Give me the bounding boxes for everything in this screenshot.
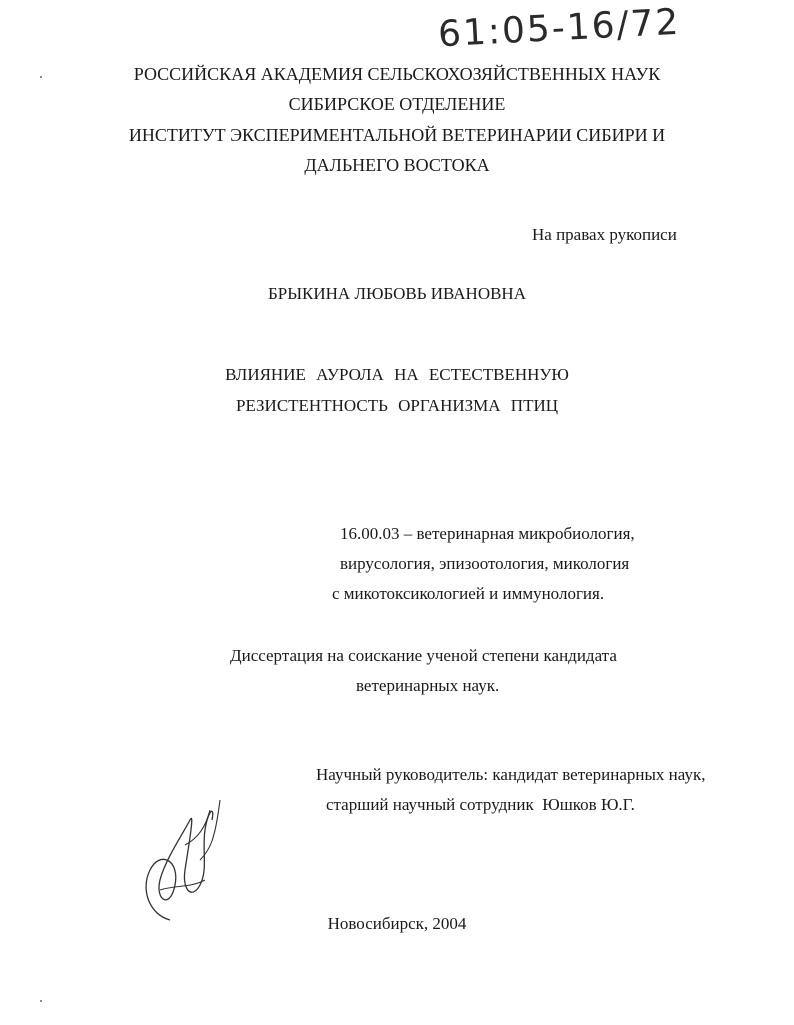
scan-speck: [40, 1000, 42, 1002]
header-line-academy: РОССИЙСКАЯ АКАДЕМИЯ СЕЛЬСКОХОЗЯЙСТВЕННЫХ НАУК: [133, 64, 661, 84]
specialty-line-3: с микотоксикологией и иммунология.: [332, 584, 605, 603]
specialty-line-2: вирусология, эпизоотология, микология: [340, 554, 630, 573]
header-line-branch: СИБИРСКОЕ ОТДЕЛЕНИЕ: [288, 94, 506, 114]
dissertation-line-2: ветеринарных наук.: [356, 676, 500, 695]
title-line-2: РЕЗИСТЕНТНОСТЬ ОРГАНИЗМА ПТИЦ: [235, 396, 559, 415]
scan-speck: [40, 76, 42, 78]
supervisor-line-2: старший научный сотрудник Юшков Ю.Г.: [326, 795, 635, 814]
city-year: Новосибирск, 2004: [327, 914, 467, 933]
dissertation-line-1: Диссертация на соискание ученой степени кандидата: [230, 646, 617, 665]
header-line-institute: ИНСТИТУТ ЭКСПЕРИМЕНТАЛЬНОЙ ВЕТЕРИНАРИИ СИБИРИ И: [128, 125, 666, 145]
author-name: БРЫКИНА ЛЮБОВЬ ИВАНОВНА: [267, 284, 526, 303]
supervisor-line-1: Научный руководитель: кандидат ветеринарных наук,: [316, 765, 706, 784]
handwritten-archive-number: 61:05-16/72: [437, 1, 682, 56]
specialty-line-1: 16.00.03 – ветеринарная микробиология,: [340, 524, 635, 543]
title-line-1: ВЛИЯНИЕ АУРОЛА НА ЕСТЕСТВЕННУЮ: [225, 365, 569, 384]
rights-note: На правах рукописи: [532, 225, 677, 244]
header-line-region: ДАЛЬНЕГО ВОСТОКА: [304, 155, 490, 175]
